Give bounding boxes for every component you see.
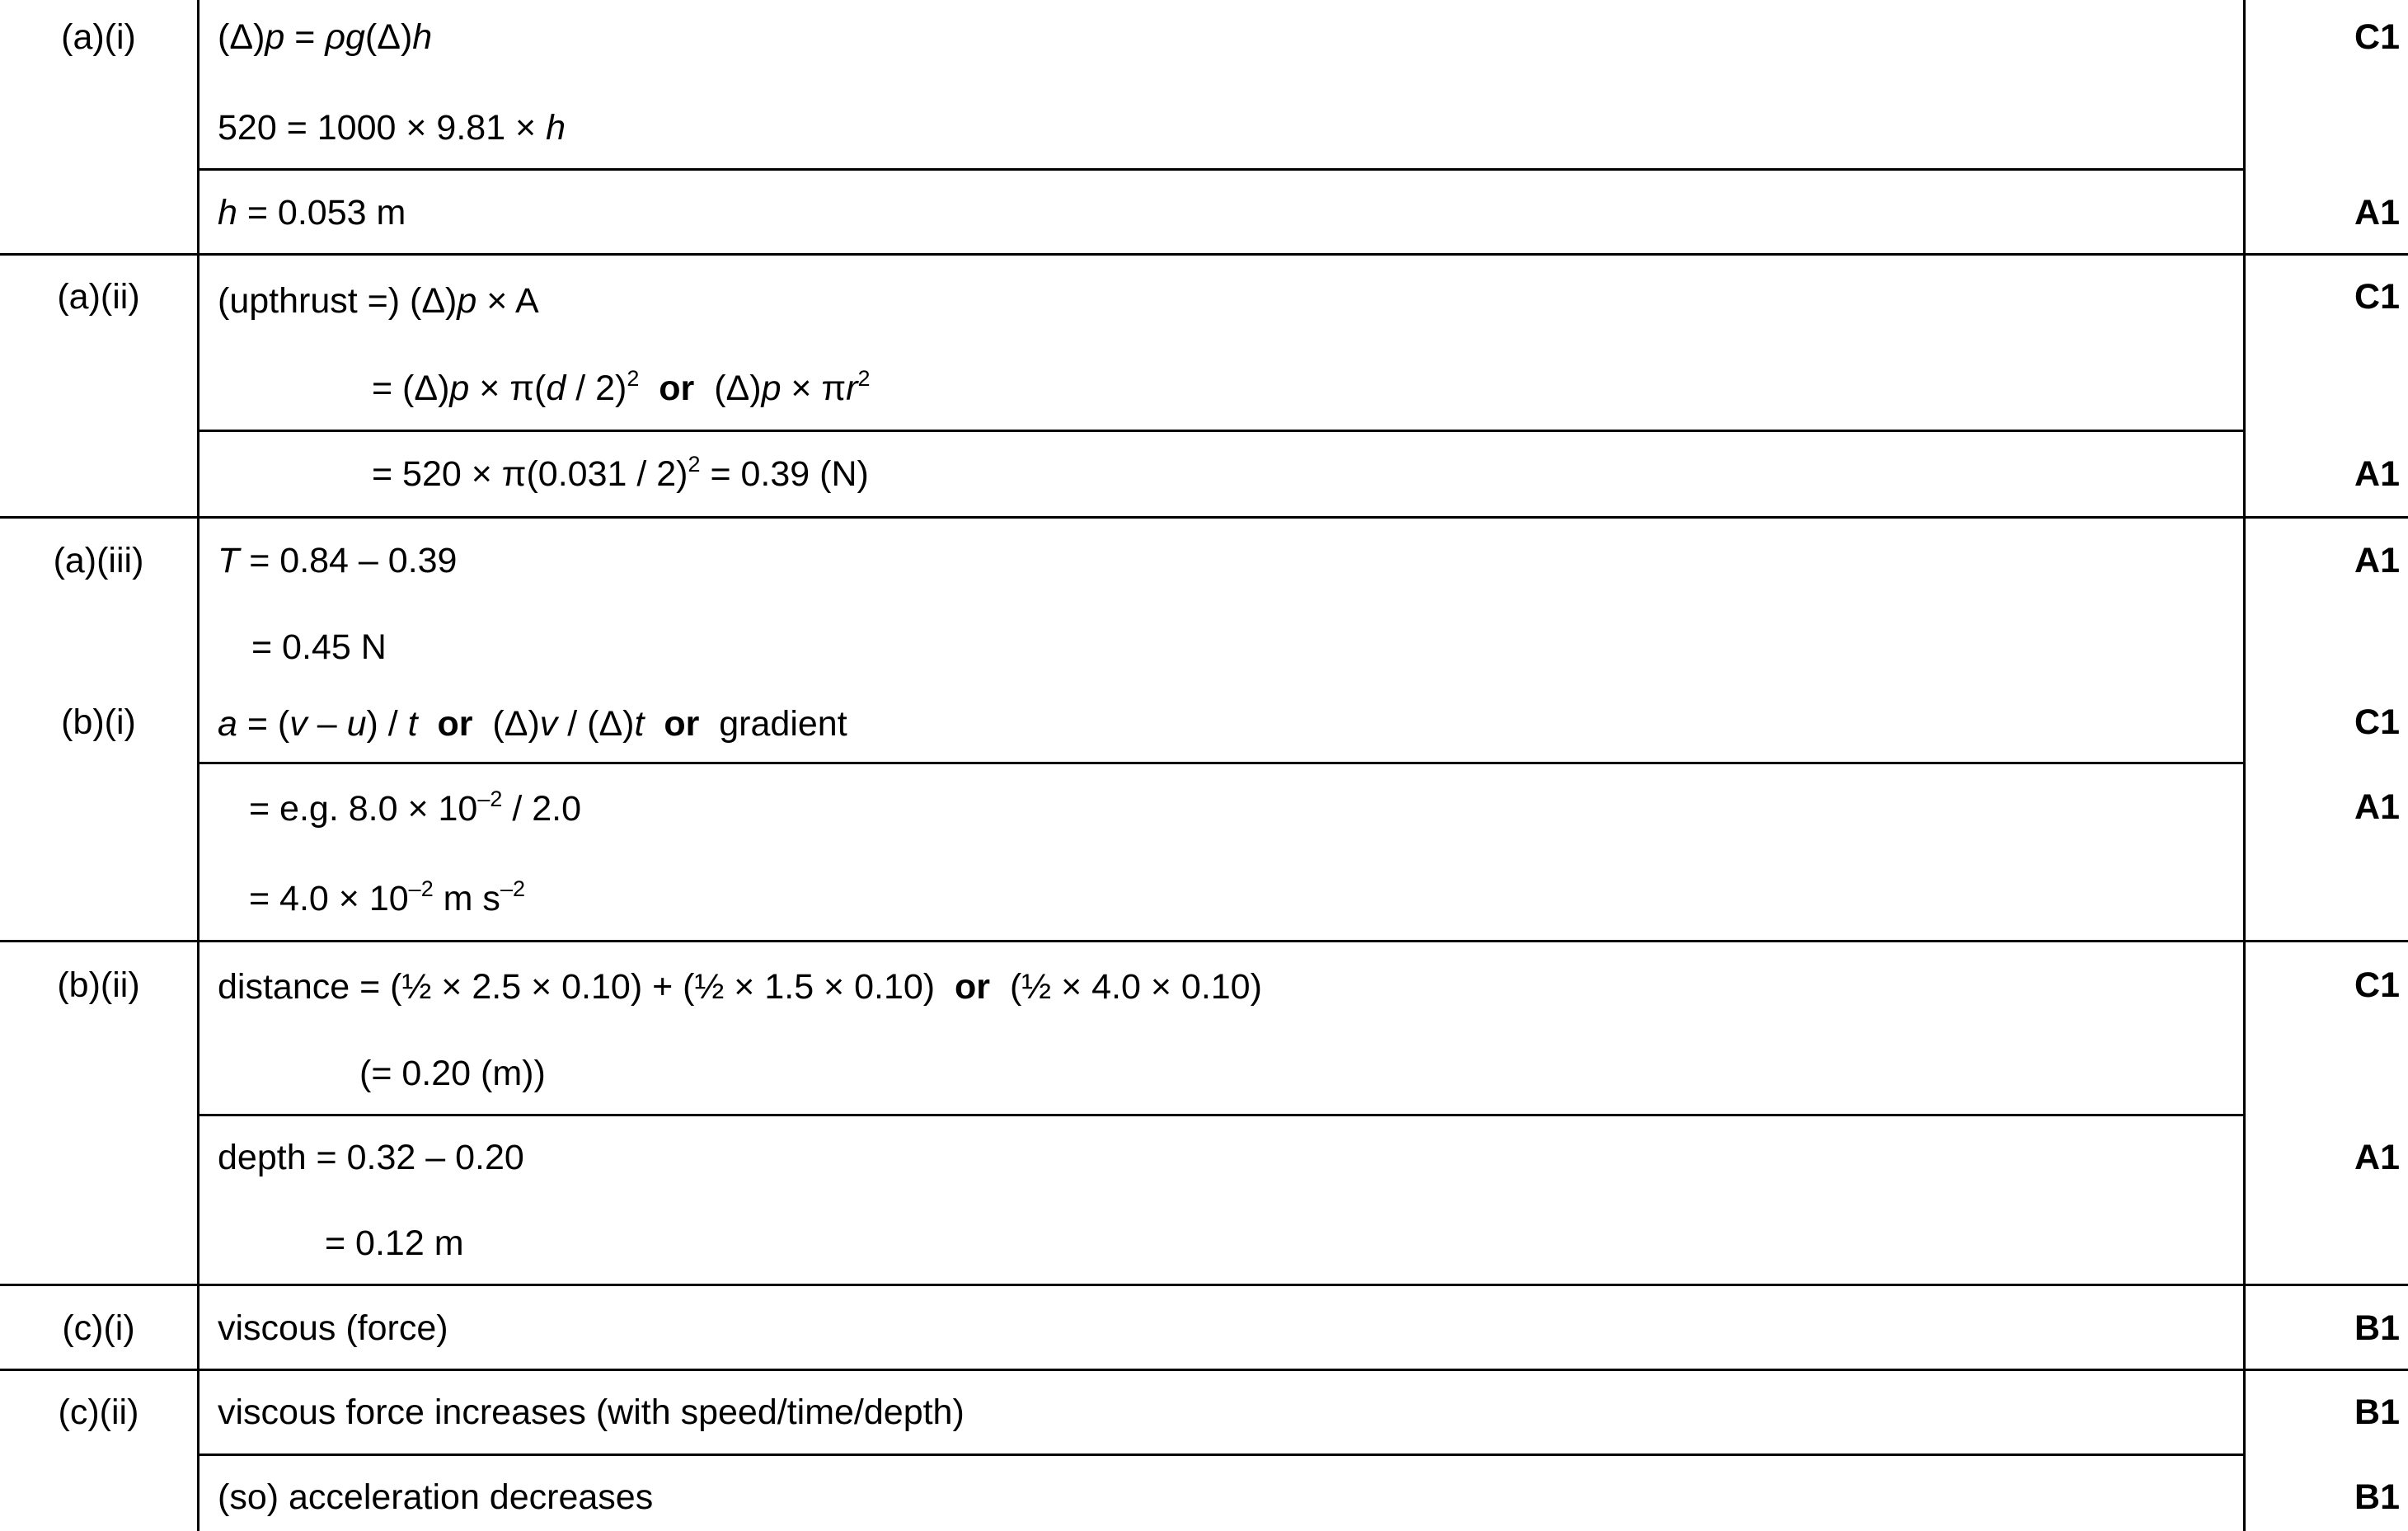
mark-code: C1 xyxy=(2354,17,2400,57)
answer-line: = e.g. $8.0 \times 10^{-2} / 2.0$ xyxy=(249,786,582,829)
mark-code: C1 xyxy=(2354,702,2400,742)
answer-line: distance = (½ × 2.5 × 0.10) + (½ × 1.5 × 0.10) or (½ × 4.0 × 0.10) xyxy=(218,967,1262,1007)
question-label-a-iii: (a)(iii) xyxy=(53,541,144,580)
mark-code: C1 xyxy=(2354,965,2400,1005)
column-divider-right xyxy=(2243,0,2246,1531)
mark-code: C1 xyxy=(2354,277,2400,317)
answer-line: (= 0.20 (m)) xyxy=(359,1054,546,1093)
answer-line: = 520 × π(0.031 / 2)$^2$ = 0.39 (N) xyxy=(372,451,869,494)
answer-line: a = (v – u) / t or (Δ)v / (Δ)t or gradient xyxy=(218,704,847,744)
mark-code: A1 xyxy=(2354,787,2400,827)
question-label-b-i: (b)(i) xyxy=(61,702,136,742)
answer-line: viscous (force) xyxy=(218,1308,448,1348)
answer-line: (so) acceleration decreases xyxy=(218,1477,654,1517)
question-label-c-ii: (c)(ii) xyxy=(58,1392,139,1432)
mark-code: B1 xyxy=(2354,1308,2400,1348)
answer-line: = 0.12 m xyxy=(325,1223,464,1263)
question-label-a-i: (a)(i) xyxy=(61,17,136,57)
row-divider xyxy=(0,1369,2408,1371)
row-divider xyxy=(197,1454,2244,1456)
answer-line: h = 0.053 m xyxy=(218,193,406,232)
answer-line: = $4.0 \times 10^{-2}$ m $s^{-2}$ xyxy=(249,876,525,918)
answer-line: = 0.45 N xyxy=(251,627,387,667)
mark-code: B1 xyxy=(2354,1477,2400,1517)
row-divider xyxy=(0,1284,2408,1286)
row-divider xyxy=(197,1114,2244,1116)
mark-code: A1 xyxy=(2354,454,2400,494)
mark-code: A1 xyxy=(2354,1138,2400,1177)
question-label-b-ii: (b)(ii) xyxy=(57,965,140,1005)
answer-line: viscous force increases (with speed/time/depth) xyxy=(218,1392,965,1432)
answer-line: = (Δ)p × π(d / 2)$^2$ or $(\Delta)p \times \pi r^2$ xyxy=(372,365,871,408)
answer-line: T = 0.84 – 0.39 xyxy=(218,541,458,580)
row-divider xyxy=(0,516,2408,519)
answer-line: (upthrust =) (Δ)p × A xyxy=(218,281,539,321)
answer-line: 520 = 1000 × 9.81 × h xyxy=(218,108,566,148)
answer-line: depth = 0.32 – 0.20 xyxy=(218,1138,524,1177)
row-divider xyxy=(197,762,2244,764)
question-label-c-i: (c)(i) xyxy=(62,1308,135,1348)
mark-code: A1 xyxy=(2354,193,2400,232)
answer-line: (Δ)p = ρg(Δ)h xyxy=(218,17,433,57)
row-divider xyxy=(197,168,2244,171)
row-divider xyxy=(0,253,2408,256)
mark-code: B1 xyxy=(2354,1392,2400,1432)
mark-code: A1 xyxy=(2354,541,2400,580)
row-divider xyxy=(197,430,2244,432)
row-divider xyxy=(0,940,2408,942)
column-divider-left xyxy=(197,0,199,1531)
question-label-a-ii: (a)(ii) xyxy=(57,277,140,317)
